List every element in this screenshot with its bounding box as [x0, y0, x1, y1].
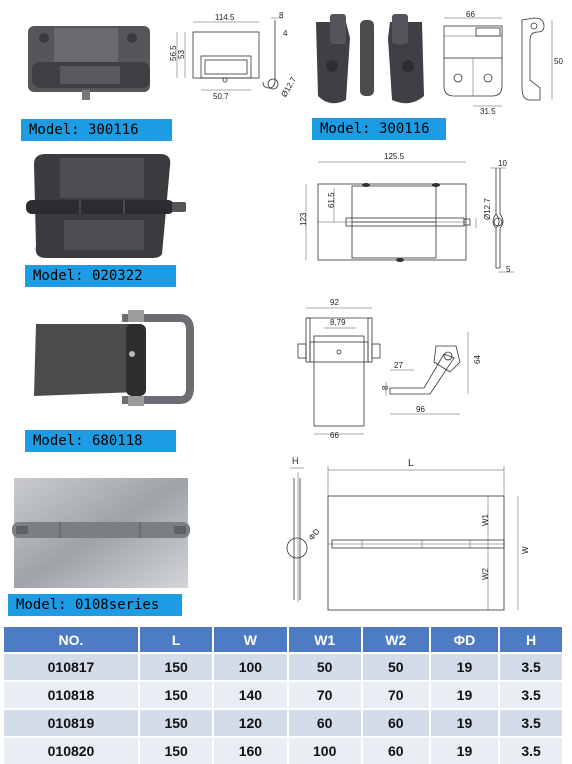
dim-pin: 8,79 — [330, 318, 346, 327]
dim-w: W — [521, 546, 530, 554]
dim-bottom: 31.5 — [480, 107, 496, 115]
dim-height-1: 56.5 — [169, 45, 178, 61]
table-cell: 100 — [213, 653, 287, 681]
column-header: W — [213, 627, 287, 653]
dim-plate: 5 — [506, 265, 511, 274]
table-cell: 150 — [139, 709, 213, 737]
hinge-photo-0108series — [8, 474, 194, 592]
column-header: L — [139, 627, 213, 653]
hinge-photo-680118 — [30, 300, 200, 414]
table-cell: 150 — [139, 681, 213, 709]
drawing-680118 — [290, 292, 500, 440]
table-cell: 150 — [139, 653, 213, 681]
spec-table — [4, 627, 564, 764]
dim-diameter: Ø12.7 — [279, 75, 299, 99]
table-cell: 19 — [430, 737, 500, 764]
dim-width: 92 — [330, 298, 339, 307]
dim-height-2: 53 — [177, 50, 186, 59]
model-label-300116-b: Model: 300116 — [312, 118, 446, 140]
table-cell: 160 — [213, 737, 287, 764]
dim-plate: 4 — [283, 29, 288, 38]
dim-bottom: 66 — [330, 431, 339, 440]
table-cell: 19 — [430, 709, 500, 737]
table-cell: 50 — [288, 653, 362, 681]
hinge-photo-300116-a — [20, 18, 156, 110]
model-label-300116-a: Model: 300116 — [21, 119, 172, 141]
drawing-020322 — [290, 148, 520, 276]
dim-thickness: H — [292, 456, 299, 466]
table-cell: 3.5 — [499, 653, 563, 681]
column-header: W2 — [362, 627, 430, 653]
table-row — [4, 681, 563, 709]
drawing-300116-b — [440, 10, 570, 115]
hinge-photo-300116-b — [310, 8, 430, 114]
table-cell: 150 — [139, 737, 213, 764]
column-header: NO. — [4, 627, 139, 653]
column-header: ΦD — [430, 627, 500, 653]
table-cell: 70 — [362, 681, 430, 709]
table-cell: 60 — [362, 709, 430, 737]
table-cell: 60 — [288, 709, 362, 737]
drawing-0108series — [270, 452, 540, 620]
table-cell: 120 — [213, 709, 287, 737]
table-cell: 010819 — [4, 709, 139, 737]
table-row — [4, 653, 563, 681]
table-cell: 3.5 — [499, 709, 563, 737]
model-label-0108series: Model: 0108series — [8, 594, 182, 616]
column-header: W1 — [288, 627, 362, 653]
dim-length: L — [408, 458, 414, 469]
dim-height: 64 — [473, 355, 482, 364]
dim-diameter: Ø12.7 — [483, 198, 492, 220]
dim-thickness: 10 — [498, 159, 507, 168]
table-cell: 010818 — [4, 681, 139, 709]
table-cell: 19 — [430, 653, 500, 681]
table-cell: 010820 — [4, 737, 139, 764]
table-cell: 140 — [213, 681, 287, 709]
table-cell: 60 — [362, 737, 430, 764]
dim-height-1: 61.5 — [327, 192, 336, 208]
table-cell: 50 — [362, 653, 430, 681]
dim-width: 125.5 — [384, 152, 405, 161]
table-row — [4, 709, 563, 737]
dim-diameter: ΦD — [306, 526, 322, 543]
dim-bottom: 50.7 — [213, 92, 229, 101]
drawing-300116-a — [165, 10, 305, 110]
dim-side: 96 — [416, 405, 425, 414]
hinge-photo-020322 — [20, 150, 190, 262]
table-cell: 3.5 — [499, 737, 563, 764]
dim-w2: W2 — [481, 568, 490, 580]
table-cell: 19 — [430, 681, 500, 709]
dim-offset: 27 — [394, 361, 403, 370]
dim-height: 50 — [554, 57, 563, 66]
dim-height-2: 123 — [299, 212, 308, 226]
dim-width: 114.5 — [215, 13, 235, 22]
dim-thickness: 8 — [381, 385, 390, 390]
column-header: H — [499, 627, 563, 653]
table-header-row — [4, 627, 563, 653]
table-cell: 100 — [288, 737, 362, 764]
table-cell: 010817 — [4, 653, 139, 681]
dim-width: 66 — [466, 10, 475, 19]
table-cell: 3.5 — [499, 681, 563, 709]
dim-w1: W1 — [481, 514, 490, 526]
model-label-020322: Model: 020322 — [25, 265, 176, 287]
model-label-680118: Model: 680118 — [25, 430, 176, 452]
table-cell: 70 — [288, 681, 362, 709]
dim-thickness: 8 — [279, 11, 284, 20]
